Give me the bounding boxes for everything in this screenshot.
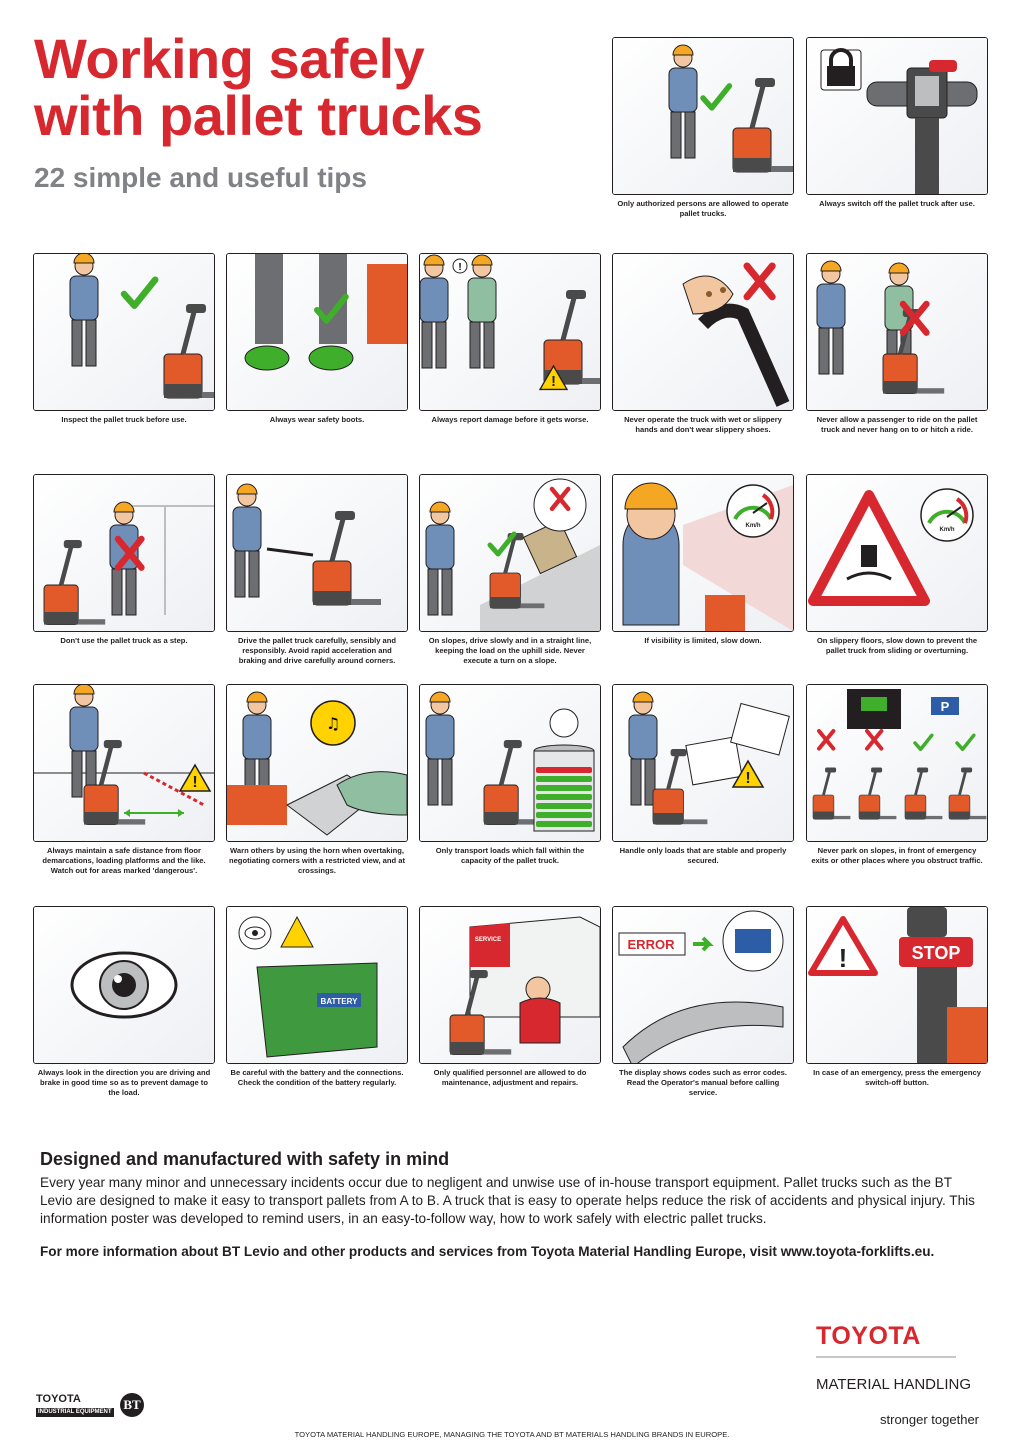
poster-title bbox=[34, 27, 483, 147]
tip-caption: Always report damage before it gets worse. bbox=[431, 415, 589, 424]
tip-caption: If visibility is limited, slow down. bbox=[644, 636, 762, 645]
slippery-floor-icon bbox=[806, 474, 988, 632]
svg-text:♫: ♫ bbox=[325, 714, 341, 733]
tip-caption: Always wear safety boots. bbox=[269, 415, 365, 424]
tip-caption: The display shows codes such as error codes. Read the Operator's manual before calling service. bbox=[619, 1068, 787, 1097]
partner-logos bbox=[36, 1393, 166, 1433]
slope-icon bbox=[419, 474, 601, 632]
bt-logo: BT bbox=[120, 1393, 144, 1417]
svg-text:Km/h: Km/h bbox=[939, 527, 955, 533]
tagline: stronger together bbox=[880, 1412, 980, 1427]
limited-visibility-icon bbox=[612, 474, 794, 632]
svg-text:Km/h: Km/h bbox=[745, 523, 761, 529]
tip-caption: Handle only loads that are stable and properly secured. bbox=[619, 846, 787, 865]
load-capacity-icon bbox=[419, 684, 601, 842]
error-display-icon bbox=[612, 906, 794, 1064]
tip-caption: Always maintain a safe distance from floor demarcations, loading platforms and the like. Watch out for areas marked 'dangerous'. bbox=[42, 846, 206, 875]
svg-text:ERROR: ERROR bbox=[627, 937, 675, 952]
brand-divider bbox=[816, 1356, 956, 1358]
tip-caption: Warn others by using the horn when overtaking, negotiating corners with a restricted view, and at crossings. bbox=[228, 846, 406, 875]
tip-caption: Be careful with the battery and the connections. Check the condition of the battery regularly. bbox=[230, 1068, 404, 1087]
parking-icon bbox=[806, 684, 988, 842]
tip-caption: Never park on slopes, in front of emergency exits or other places where you obstruct traffic. bbox=[811, 846, 983, 865]
battery-icon bbox=[226, 906, 408, 1064]
tip-caption: On slopes, drive slowly and in a straight line, keeping the load on the uphill side. Never execute a turn on a slope. bbox=[428, 636, 592, 665]
tip-caption: Never allow a passenger to ride on the pallet truck and never hang on to or hitch a ride. bbox=[816, 415, 978, 434]
toyota-logo: TOYOTA bbox=[816, 1322, 921, 1350]
tip-caption: On slippery floors, slow down to prevent the pallet truck from sliding or overturning. bbox=[816, 636, 978, 655]
svg-text:BATTERY: BATTERY bbox=[320, 997, 358, 1006]
tip-caption: Only authorized persons are allowed to operate pallet trucks. bbox=[617, 199, 789, 218]
svg-text:STOP: STOP bbox=[911, 943, 961, 963]
poster-subtitle: 22 simple and useful tips bbox=[34, 162, 367, 193]
svg-text:!: ! bbox=[192, 774, 198, 791]
svg-text:SERVICE: SERVICE bbox=[474, 937, 502, 943]
svg-text:!: ! bbox=[458, 262, 462, 273]
material-handling-label: MATERIAL HANDLING bbox=[816, 1376, 972, 1393]
footer-text: TOYOTA MATERIAL HANDLING EUROPE, MANAGING THE TOYOTA AND BT MATERIALS HANDLING BRANDS IN EUROPE. bbox=[294, 1430, 730, 1439]
drive-carefully-icon bbox=[226, 474, 408, 632]
safety-boots-icon bbox=[226, 253, 408, 411]
horn-icon bbox=[226, 684, 408, 842]
svg-text:!: ! bbox=[745, 770, 751, 787]
title-line: with pallet trucks bbox=[34, 84, 483, 147]
safe-distance-icon bbox=[33, 684, 215, 842]
svg-text:!: ! bbox=[551, 373, 556, 390]
wet-hands-icon bbox=[612, 253, 794, 411]
tip-caption: Don't use the pallet truck as a step. bbox=[60, 636, 188, 645]
no-step-icon bbox=[33, 474, 215, 632]
title-line: Working safely bbox=[34, 27, 425, 90]
tip-caption: Drive the pallet truck carefully, sensibly and responsibly. Avoid rapid acceleration and braking and drive carefully around corners. bbox=[237, 636, 397, 665]
toyota-small-logo: TOYOTA bbox=[36, 1393, 81, 1405]
emergency-stop-icon bbox=[806, 906, 988, 1064]
svg-text:!: ! bbox=[838, 943, 848, 973]
switch-off-lock-icon bbox=[806, 37, 988, 195]
tip-caption: Never operate the truck with wet or slippery hands and don't wear slippery shoes. bbox=[624, 415, 782, 434]
tip-caption: Always look in the direction you are driving and brake in good time so as to prevent damage to the load. bbox=[37, 1068, 211, 1097]
inspect-truck-icon bbox=[33, 253, 215, 411]
report-damage-icon bbox=[419, 253, 601, 411]
info-heading: Designed and manufactured with safety in mind bbox=[40, 1149, 450, 1169]
authorized-operator-icon bbox=[612, 37, 794, 195]
svg-text:P: P bbox=[940, 699, 950, 714]
info-more-link[interactable]: For more information about BT Levio and other products and services from Toyota Material Handling Europe, visit www.toyota-forklifts.eu. bbox=[40, 1244, 935, 1259]
eye-icon bbox=[33, 906, 215, 1064]
tip-caption: Only transport loads which fall within the capacity of the pallet truck. bbox=[435, 846, 585, 865]
tip-caption: In case of an emergency, press the emergency switch-off button. bbox=[813, 1068, 981, 1087]
service-icon bbox=[419, 906, 601, 1064]
info-body: Every year many minor and unnecessary incidents occur due to negligent and unwise use of in-house transport equipment. Pallet trucks such as the BT Levio are designed to make it easy to transport pallets from A to B. A truck that is easy to operate helps reduce the risk of accidents and physical injury. This information poster was developed to remind users, in an easy-to-follow way, how to work safely with electric pallet trucks. bbox=[40, 1175, 975, 1226]
tip-caption: Always switch off the pallet truck after use. bbox=[819, 199, 975, 208]
industrial-equipment-label: INDUSTRIAL EQUIPMENT bbox=[36, 1408, 114, 1417]
no-passenger-icon bbox=[806, 253, 988, 411]
stable-load-icon bbox=[612, 684, 794, 842]
tip-caption: Only qualified personnel are allowed to do maintenance, adjustment and repairs. bbox=[433, 1068, 587, 1087]
tip-caption: Inspect the pallet truck before use. bbox=[61, 415, 187, 424]
